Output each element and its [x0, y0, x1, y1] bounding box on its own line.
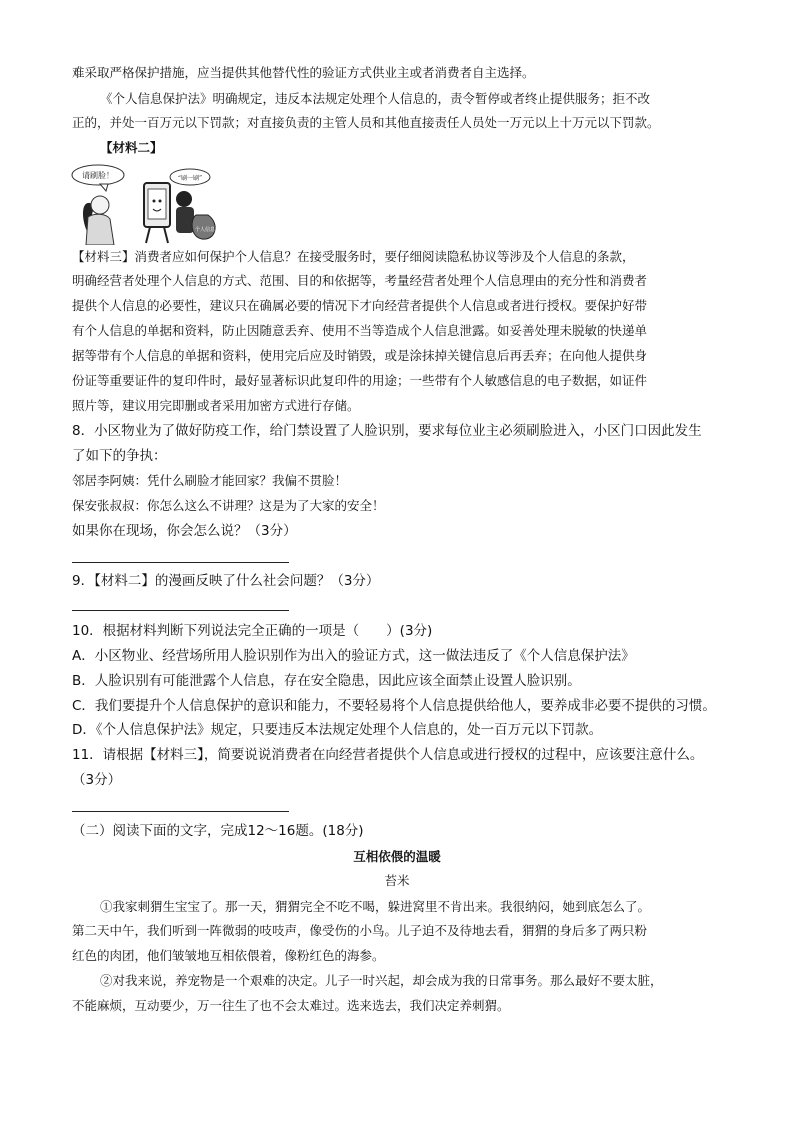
bubble-right-text: “刷一刷”	[177, 175, 203, 182]
material3-line: 有个人信息的单据和资料，防止因随意丢弃、使用不当等造成个人信息泄露。如妥善处理未脱敏的快递单	[72, 323, 648, 338]
question-11: 11．请根据【材料三】，简要说说消费者在向经营者提供个人信息或进行授权的过程中，应该要注意什么。	[72, 747, 704, 763]
question-10: 10．根据材料判断下列说法完全正确的一项是（ ）(3分)	[72, 623, 433, 639]
option-c: C．我们要提升个人信息保护的意识和能力，不要轻易将个人信息提供给他人，要养成非必要不提供的习惯。	[72, 698, 716, 714]
paragraph-line: 《个人信息保护法》明确规定，违反本法规定处理个人信息的，责令暂停或者终止提供服务；拒不改	[100, 91, 651, 106]
article-line: 不能麻烦，互动要少，万一往生了也不会太难过。选来选去，我们决定养刺猬。	[72, 998, 510, 1013]
article-author: 苔米	[384, 873, 410, 888]
material3-line: 照片等，建议用完即删或者采用加密方式进行存储。	[72, 398, 360, 413]
material3-line: 【材料三】消费者应如何保护个人信息？在接受服务时，要仔细阅读隐私协议等涉及个人信息的条款，	[72, 249, 635, 264]
question-8: 8．小区物业为了做好防疫工作，给门禁设置了人脸识别，要求每位业主必须刷脸进入，小区门口因此发生	[72, 423, 702, 439]
material3-line: 提供个人信息的必要性，建议只在确属必要的情况下才向经营者提供个人信息或者进行授权。要保护好带	[72, 298, 648, 313]
dialogue-line: 保安张叔叔：你怎么这么不讲理？这是为了大家的安全！	[72, 498, 385, 513]
material2-heading: 【材料二】	[100, 140, 163, 155]
dialogue-line: 邻居李阿姨：凭什么刷脸才能回家？我偏不贯脸！	[72, 473, 348, 488]
material3-line: 份证等重要证件的复印件时，最好显著标识此复印件的用途；一些带有个人敏感信息的电子数据，如证件	[72, 373, 648, 388]
material3-line: 据等带有个人信息的单据和资料，使用完后应及时销毁，或是涂抹掉关键信息后再丢弃；在向他人提供身	[72, 348, 648, 363]
comic-illustration	[70, 163, 222, 245]
option-b: B．人脸识别有可能泄露个人信息，存在安全隐患，因此应该全面禁止设置人脸识别。	[72, 673, 581, 689]
article-line: ②对我来说，养宠物是一个艰难的决定。儿子一时兴起，却会成为我的日常事务。那么最好不要太脏，	[100, 973, 663, 988]
bag-label: 个人信息	[194, 227, 216, 233]
answer-line	[72, 811, 289, 812]
article-title: 互相依偎的温暖	[353, 849, 441, 864]
article-line: ①我家刺猬生宝宝了。那一天，猬猬完全不吃不喝，躲进窝里不肯出来。我很纳闷，她到底怎么了。	[100, 899, 651, 914]
question-9: 9．【材料二】的漫画反映了什么社会问题？（3分）	[72, 573, 380, 589]
question-8-cont: 了如下的争执：	[72, 448, 167, 464]
article-line: 第二天中午，我们听到一阵微弱的吱吱声，像受伤的小鸟。儿子迫不及待地去看，猬猬的身后多了两只粉	[72, 923, 648, 938]
bubble-left-text: 请刷脸！	[82, 171, 114, 180]
material3-line: 明确经营者处理个人信息的方式、范围、目的和依据等，考量经营者处理个人信息理由的充分性和消费者	[72, 273, 648, 288]
option-a: A．小区物业、经营场所用人脸识别作为出入的验证方式，这一做法违反了《个人信息保护法》	[72, 648, 635, 664]
paragraph-line: 正的，并处一百万元以下罚款；对直接负责的主管人员和其他直接责任人员处一万元以上十万元以下罚款。	[72, 115, 660, 130]
question-8-prompt: 如果你在现场，你会怎么说？（3分）	[72, 523, 297, 539]
paragraph-line: 难采取严格保护措施，应当提供其他替代性的验证方式供业主或者消费者自主选择。	[72, 65, 535, 80]
answer-line	[72, 562, 289, 563]
section-two-intro: （二）阅读下面的文字，完成12～16题。(18分)	[72, 823, 364, 839]
answer-line	[72, 610, 289, 611]
question-11-score: （3分）	[72, 772, 122, 788]
article-line: 红色的肉团，他们皱皱地互相依偎着，像粉红色的海参。	[72, 948, 385, 963]
option-d: D．《个人信息保护法》规定，只要违反本法规定处理个人信息的，处一百万元以下罚款。	[72, 722, 603, 738]
